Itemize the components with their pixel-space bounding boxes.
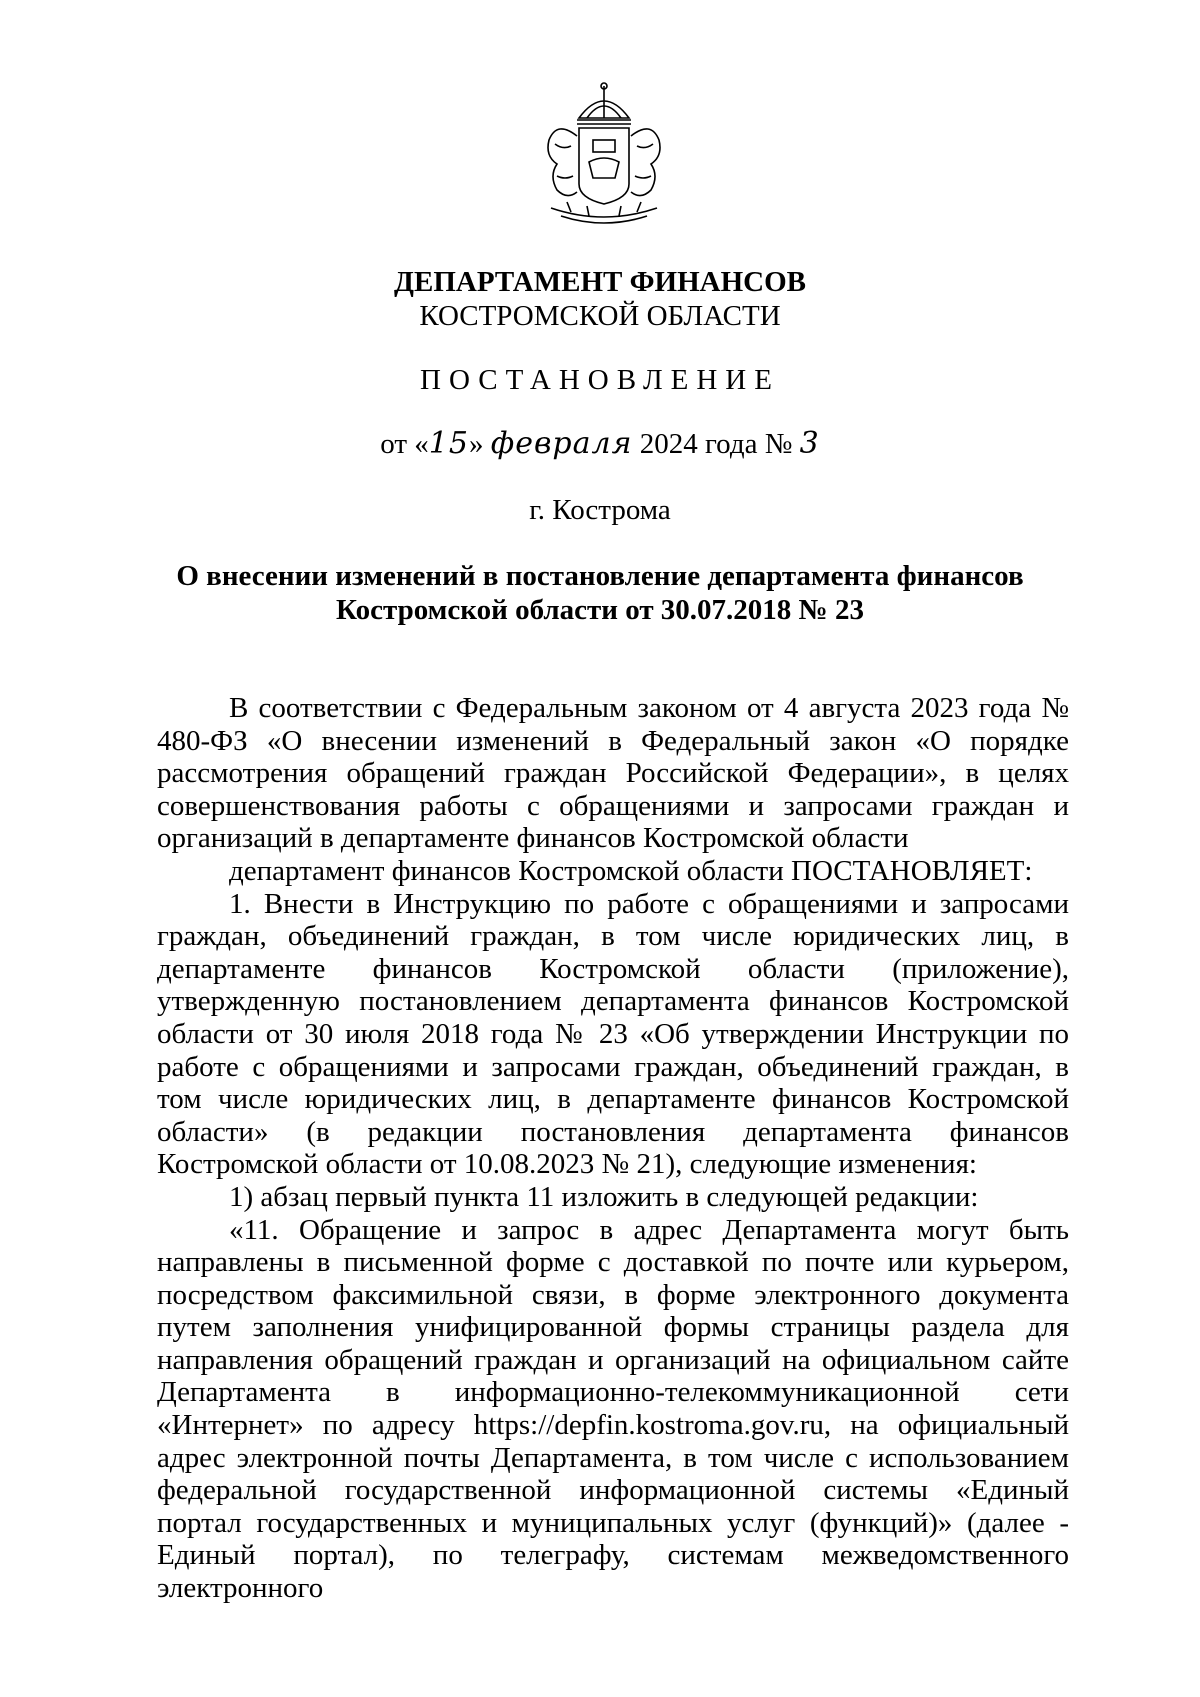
preamble-paragraph: В соответствии с Федеральным законом от 4 августа 2023 года № 480-ФЗ «О внесении изменений в Федеральный закон «О порядке рассмотрения обращений граждан Российской Федерации», в целях совершенствования работы с обращениями и запросами граждан и организаций в департаменте финансов Костромской области [157,692,1069,855]
department-name: ДЕПАРТАМЕНТ ФИНАНСОВ [394,266,806,298]
document-title [0,559,1200,627]
date-year: 2024 года № [632,428,800,460]
coat-of-arms-emblem [527,80,681,230]
document-type: ПОСТАНОВЛЕНИЕ [420,364,780,396]
date-line [0,426,1200,461]
document-body [157,692,1069,1605]
item-1-paragraph: 1. Внести в Инструкцию по работе с обращениями и запросами граждан, объединений граждан, в том числе юридических лиц, в департаменте финансов Костромской области (приложение), утвержденную постановлением департамента финансов Костромской области от 30 июля 2018 года № 23 «Об утверждении Инструкции по работе с обращениями и запросами граждан, объединений граждан, в том числе юридических лиц, в департаменте финансов Костромской области» (в редакции постановления департамента финансов Костромской области от 10.08.2023 № 21), следующие изменения: [157,887,1069,1181]
title-line-1: О внесении изменений в постановление департамента финансов [176,560,1024,592]
date-month: февраля [490,426,633,461]
region-name: КОСТРОМСКОЙ ОБЛАСТИ [419,300,781,332]
resolves-paragraph: департамент финансов Костромской области ПОСТАНОВЛЯЕТ: [229,854,1033,887]
subitem-1-paragraph: 1) абзац первый пункта 11 изложить в следующей редакции: [229,1180,979,1213]
date-day: 15 [428,426,469,461]
title-line-2: Костромской области от 30.07.2018 № 23 [336,594,864,626]
date-prefix: от « [380,428,429,460]
document-number: 3 [799,426,820,461]
city: г. Кострома [529,494,671,526]
date-mid: » [468,428,491,460]
clause-11-paragraph: «11. Обращение и запрос в адрес Департамента могут быть направлены в письменной форме с доставкой по почте или курьером, посредством факсимильной связи, в форме электронного документа путем заполнения унифицированной формы страницы раздела для направления обращений граждан и организаций на официальном сайте Департамента в информационно-телекоммуникационной сети «Интернет» по адресу https://depfin.kostroma.gov.ru, на официальный адрес электронной почты Департамента, в том числе с использованием федеральной государственной информационной системы «Единый портал государственных и муниципальных услуг (функций)» (далее - Единый портал), по телеграфу, системам межведомственного электронного [157,1213,1069,1605]
